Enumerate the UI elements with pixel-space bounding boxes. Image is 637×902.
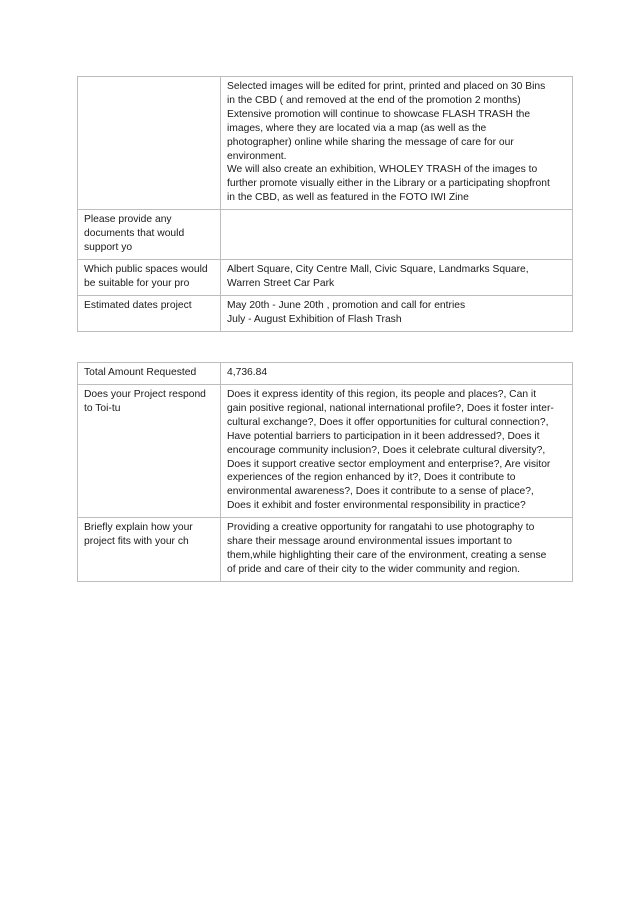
row-value: Selected images will be edited for print, printed and placed on 30 Bins in the CBD ( and removed at the end of the promotion 2 months) Extensive promotion will continue to showcase FLASH TRASH the images, where they are located via a map (as well as the photographer) online while sharing the message of care for our environment. We will also create an exhibition, WHOLEY TRASH of the images to further promote visually either in the Library or a participating shopfront in the CBD, as well as featured in the FOTO IWI Zine	[221, 77, 573, 210]
row-label: Estimated dates project	[78, 295, 221, 331]
row-value	[221, 210, 573, 260]
row-label: Briefly explain how your project fits with your ch	[78, 518, 221, 582]
row-label: Please provide any documents that would support yo	[78, 210, 221, 260]
row-value: Albert Square, City Centre Mall, Civic Square, Landmarks Square, Warren Street Car Park	[221, 259, 573, 295]
row-value: Does it express identity of this region, its people and places?, Can it gain positive regional, national international profile?, Does it foster inter- cultural exchange?, Does it offer opportunities for cultural connection?, Have potential barriers to participation in it been addressed?, Does it encourage community inclusion?, Does it celebrate cultural diversity?, Does it support creative sector employment and enterprise?, Are visitor experiences of the region enhanced by it?, Does it contribute to environmental awareness?, Does it contribute to a sense of place?, Does it exhibit and foster environmental responsibility in practice?	[221, 385, 573, 518]
row-value: 4,736.84	[221, 363, 573, 385]
table-row	[78, 385, 573, 518]
row-label	[78, 77, 221, 210]
table-row	[78, 210, 573, 260]
project-details-table	[77, 76, 573, 332]
table-row	[78, 363, 573, 385]
table-row	[78, 77, 573, 210]
table-row	[78, 259, 573, 295]
funding-details-table	[77, 362, 573, 582]
table-row	[78, 518, 573, 582]
table-row	[78, 295, 573, 331]
row-label: Total Amount Requested	[78, 363, 221, 385]
row-label: Which public spaces would be suitable for your pro	[78, 259, 221, 295]
row-value: Providing a creative opportunity for rangatahi to use photography to share their message around environmental issues important to them,while highlighting their care of the environment, creating a sense of pride and care of their city to the wider community and region.	[221, 518, 573, 582]
row-label: Does your Project respond to Toi-tu	[78, 385, 221, 518]
row-value: May 20th - June 20th , promotion and call for entries July - August Exhibition of Flash Trash	[221, 295, 573, 331]
